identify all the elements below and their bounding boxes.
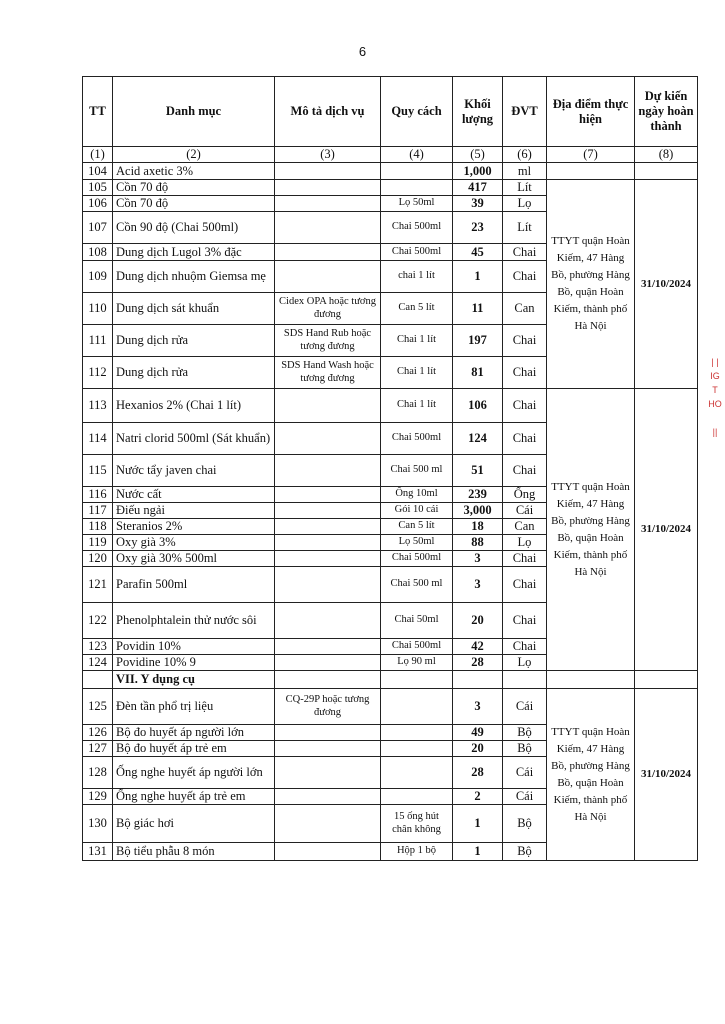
row-tt: 118 — [83, 519, 113, 535]
row-unit: Cái — [503, 503, 547, 519]
row-quantity: 3 — [453, 551, 503, 567]
row-description — [275, 180, 381, 196]
row-name: Bộ giác hơi — [113, 805, 275, 843]
row-tt: 119 — [83, 535, 113, 551]
row-unit: Bộ — [503, 805, 547, 843]
col-header-quantity: Khối lượng — [453, 77, 503, 147]
row-name: Dung dịch nhuộm Giemsa mẹ — [113, 261, 275, 293]
header-row — [83, 77, 698, 147]
row-description — [275, 261, 381, 293]
row-spec: Chai 500 ml — [381, 455, 453, 487]
section-row — [83, 671, 698, 689]
row-unit: Chai — [503, 261, 547, 293]
row-unit: Chai — [503, 325, 547, 357]
section-tt-empty — [83, 671, 113, 689]
row-tt: 106 — [83, 196, 113, 212]
section-empty-cell — [547, 671, 635, 689]
row-spec: Chai 1 lít — [381, 357, 453, 389]
row-name: Povidine 10% 9 — [113, 655, 275, 671]
row-quantity: 197 — [453, 325, 503, 357]
col-num: (6) — [503, 147, 547, 163]
row-quantity: 239 — [453, 487, 503, 503]
row-quantity: 20 — [453, 741, 503, 757]
section-title: VII. Y dụng cụ — [113, 671, 275, 689]
row-name: Parafin 500ml — [113, 567, 275, 603]
row-unit: Bộ — [503, 741, 547, 757]
row-description — [275, 805, 381, 843]
row-description — [275, 455, 381, 487]
col-num: (3) — [275, 147, 381, 163]
row-name: Cồn 70 độ — [113, 196, 275, 212]
row-quantity: 49 — [453, 725, 503, 741]
date-cell-empty — [635, 163, 698, 180]
row-description — [275, 789, 381, 805]
row-unit: Chai — [503, 603, 547, 639]
row-unit: Chai — [503, 389, 547, 423]
row-tt: 129 — [83, 789, 113, 805]
row-description — [275, 196, 381, 212]
row-unit: Chai — [503, 244, 547, 261]
row-quantity: 1,000 — [453, 163, 503, 180]
row-spec — [381, 180, 453, 196]
row-spec — [381, 725, 453, 741]
row-quantity: 39 — [453, 196, 503, 212]
row-unit: Chai — [503, 423, 547, 455]
row-description — [275, 389, 381, 423]
row-spec: Chai 1 lít — [381, 325, 453, 357]
table-row — [83, 180, 698, 196]
row-tt: 113 — [83, 389, 113, 423]
row-name: Ống nghe huyết áp trẻ em — [113, 789, 275, 805]
location-cell: TTYT quận Hoàn Kiếm, 47 Hàng Bồ, phường Hàng Bồ, quận Hoàn Kiếm, thành phố Hà Nội — [547, 180, 635, 389]
row-unit: Cái — [503, 689, 547, 725]
row-spec: Chai 500ml — [381, 423, 453, 455]
row-spec: Gói 10 cái — [381, 503, 453, 519]
col-header-spec: Quy cách — [381, 77, 453, 147]
row-name: Dung dịch rửa — [113, 357, 275, 389]
col-num: (8) — [635, 147, 698, 163]
row-quantity: 81 — [453, 357, 503, 389]
row-quantity: 124 — [453, 423, 503, 455]
row-name: Steranios 2% — [113, 519, 275, 535]
row-unit: Lọ — [503, 655, 547, 671]
location-cell: TTYT quận Hoàn Kiếm, 47 Hàng Bồ, phường Hàng Bồ, quận Hoàn Kiếm, thành phố Hà Nội — [547, 389, 635, 671]
row-quantity: 1 — [453, 261, 503, 293]
row-name: Đèn tần phổ trị liệu — [113, 689, 275, 725]
row-tt: 112 — [83, 357, 113, 389]
row-tt: 116 — [83, 487, 113, 503]
row-name: Phenolphtalein thử nước sôi — [113, 603, 275, 639]
row-spec: Chai 50ml — [381, 603, 453, 639]
row-name: Nước cất — [113, 487, 275, 503]
table-row — [83, 689, 698, 725]
row-tt: 128 — [83, 757, 113, 789]
row-tt: 127 — [83, 741, 113, 757]
row-spec: Chai 500ml — [381, 244, 453, 261]
row-spec: Lọ 90 ml — [381, 655, 453, 671]
row-name: Natri clorid 500ml (Sát khuẩn) — [113, 423, 275, 455]
row-description — [275, 519, 381, 535]
col-num: (7) — [547, 147, 635, 163]
row-unit: Chai — [503, 639, 547, 655]
row-tt: 126 — [83, 725, 113, 741]
row-quantity: 88 — [453, 535, 503, 551]
row-description: Cidex OPA hoặc tương đương — [275, 293, 381, 325]
row-unit: Cái — [503, 757, 547, 789]
row-description: SDS Hand Wash hoặc tương đương — [275, 357, 381, 389]
row-description: CQ-29P hoặc tương đương — [275, 689, 381, 725]
section-empty-cell — [635, 671, 698, 689]
row-quantity: 3 — [453, 567, 503, 603]
row-description — [275, 244, 381, 261]
row-quantity: 20 — [453, 603, 503, 639]
row-tt: 123 — [83, 639, 113, 655]
row-tt: 110 — [83, 293, 113, 325]
row-quantity: 23 — [453, 212, 503, 244]
row-tt: 122 — [83, 603, 113, 639]
row-description — [275, 535, 381, 551]
row-quantity: 28 — [453, 655, 503, 671]
row-description — [275, 639, 381, 655]
col-header-unit: ĐVT — [503, 77, 547, 147]
row-tt: 131 — [83, 843, 113, 861]
row-unit: Lít — [503, 180, 547, 196]
col-header-location: Địa điểm thực hiện — [547, 77, 635, 147]
row-unit: ml — [503, 163, 547, 180]
row-spec: Lọ 50ml — [381, 196, 453, 212]
row-spec: Chai 500 ml — [381, 567, 453, 603]
row-tt: 104 — [83, 163, 113, 180]
row-quantity: 3 — [453, 689, 503, 725]
row-tt: 115 — [83, 455, 113, 487]
col-header-description: Mô tả dịch vụ — [275, 77, 381, 147]
row-unit: Chai — [503, 455, 547, 487]
section-empty-cell — [275, 671, 381, 689]
row-name: Oxy già 3% — [113, 535, 275, 551]
row-unit: Chai — [503, 551, 547, 567]
row-quantity: 106 — [453, 389, 503, 423]
completion-date-cell: 31/10/2024 — [635, 689, 698, 861]
row-name: Oxy già 30% 500ml — [113, 551, 275, 567]
row-name: Bộ đo huyết áp người lớn — [113, 725, 275, 741]
row-unit: Bộ — [503, 843, 547, 861]
row-name: Cồn 70 độ — [113, 180, 275, 196]
row-description — [275, 212, 381, 244]
row-unit: Can — [503, 293, 547, 325]
row-quantity: 11 — [453, 293, 503, 325]
col-num: (5) — [453, 147, 503, 163]
row-description — [275, 843, 381, 861]
row-unit: Chai — [503, 567, 547, 603]
row-spec: chai 1 lít — [381, 261, 453, 293]
row-quantity: 51 — [453, 455, 503, 487]
col-header-category: Danh mục — [113, 77, 275, 147]
row-quantity: 28 — [453, 757, 503, 789]
row-spec: Hộp 1 bộ — [381, 843, 453, 861]
completion-date-cell: 31/10/2024 — [635, 180, 698, 389]
row-description — [275, 163, 381, 180]
table-row — [83, 163, 698, 180]
col-num: (4) — [381, 147, 453, 163]
row-spec: Chai 1 lít — [381, 389, 453, 423]
row-spec — [381, 757, 453, 789]
row-tt: 108 — [83, 244, 113, 261]
row-spec — [381, 689, 453, 725]
row-spec — [381, 789, 453, 805]
col-num: (1) — [83, 147, 113, 163]
row-spec: Can 5 lít — [381, 293, 453, 325]
row-tt: 117 — [83, 503, 113, 519]
row-quantity: 42 — [453, 639, 503, 655]
row-description — [275, 567, 381, 603]
section-empty-cell — [503, 671, 547, 689]
row-unit: Can — [503, 519, 547, 535]
row-description — [275, 741, 381, 757]
row-spec: Chai 500ml — [381, 639, 453, 655]
row-name: Ống nghe huyết áp người lớn — [113, 757, 275, 789]
row-tt: 111 — [83, 325, 113, 357]
row-unit: Chai — [503, 357, 547, 389]
row-description — [275, 725, 381, 741]
row-description — [275, 423, 381, 455]
row-name: Cồn 90 độ (Chai 500ml) — [113, 212, 275, 244]
row-name: Acid axetic 3% — [113, 163, 275, 180]
row-unit: Bộ — [503, 725, 547, 741]
row-spec: Lọ 50ml — [381, 535, 453, 551]
row-description: SDS Hand Rub hoặc tương đương — [275, 325, 381, 357]
location-cell-empty — [547, 163, 635, 180]
row-description — [275, 655, 381, 671]
row-quantity: 18 — [453, 519, 503, 535]
row-unit: Lọ — [503, 196, 547, 212]
location-cell: TTYT quận Hoàn Kiếm, 47 Hàng Bồ, phường Hàng Bồ, quận Hoàn Kiếm, thành phố Hà Nội — [547, 689, 635, 861]
page-number: 6 — [358, 44, 367, 59]
row-tt: 121 — [83, 567, 113, 603]
row-description — [275, 603, 381, 639]
row-quantity: 2 — [453, 789, 503, 805]
row-name: Hexanios 2% (Chai 1 lít) — [113, 389, 275, 423]
section-empty-cell — [453, 671, 503, 689]
row-spec — [381, 741, 453, 757]
row-spec: Can 5 lít — [381, 519, 453, 535]
row-unit: Lít — [503, 212, 547, 244]
edge-stamp-mark: | | IG T HO || — [708, 357, 722, 437]
completion-date-cell: 31/10/2024 — [635, 389, 698, 671]
row-spec: 15 ống hút chân không — [381, 805, 453, 843]
row-name: Điếu ngải — [113, 503, 275, 519]
row-unit: Ống — [503, 487, 547, 503]
row-tt: 105 — [83, 180, 113, 196]
row-unit: Cái — [503, 789, 547, 805]
row-name: Povidin 10% — [113, 639, 275, 655]
row-description — [275, 551, 381, 567]
row-name: Dung dịch Lugol 3% đặc — [113, 244, 275, 261]
row-tt: 124 — [83, 655, 113, 671]
column-number-row — [83, 147, 698, 163]
row-tt: 120 — [83, 551, 113, 567]
row-description — [275, 503, 381, 519]
col-num: (2) — [113, 147, 275, 163]
row-tt: 125 — [83, 689, 113, 725]
row-spec: Chai 500ml — [381, 551, 453, 567]
row-quantity: 417 — [453, 180, 503, 196]
section-empty-cell — [381, 671, 453, 689]
row-quantity: 3,000 — [453, 503, 503, 519]
row-spec — [381, 163, 453, 180]
row-tt: 130 — [83, 805, 113, 843]
table-row — [83, 389, 698, 423]
row-quantity: 45 — [453, 244, 503, 261]
row-spec: Chai 500ml — [381, 212, 453, 244]
row-name: Dung dịch rửa — [113, 325, 275, 357]
row-tt: 109 — [83, 261, 113, 293]
col-header-tt: TT — [83, 77, 113, 147]
row-tt: 107 — [83, 212, 113, 244]
row-unit: Lọ — [503, 535, 547, 551]
supplies-table — [82, 76, 698, 861]
row-name: Nước tẩy javen chai — [113, 455, 275, 487]
row-quantity: 1 — [453, 843, 503, 861]
row-tt: 114 — [83, 423, 113, 455]
row-description — [275, 757, 381, 789]
col-header-date: Dự kiến ngày hoàn thành — [635, 77, 698, 147]
row-name: Bộ tiểu phẫu 8 món — [113, 843, 275, 861]
row-description — [275, 487, 381, 503]
row-name: Bộ đo huyết áp trẻ em — [113, 741, 275, 757]
row-spec: Ống 10ml — [381, 487, 453, 503]
row-name: Dung dịch sát khuẩn — [113, 293, 275, 325]
row-quantity: 1 — [453, 805, 503, 843]
